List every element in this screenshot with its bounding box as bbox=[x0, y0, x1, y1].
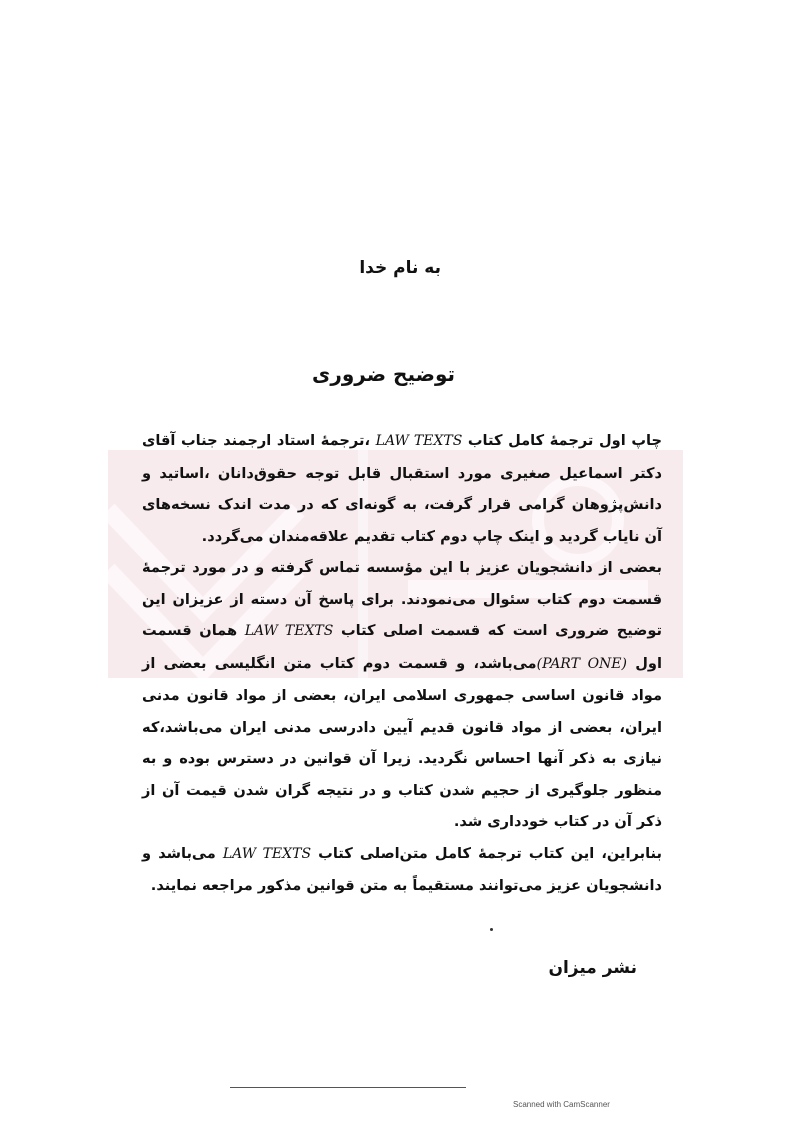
paragraph-2-part-3: می‌باشد، و قسمت دوم کتاب متن انگلیسی بعضی از مواد قانون اساسی جمهوری اسلامی ایران، بعضی از مواد قانون مدنی ایران، بعضی از مواد قانون قدیم آیین دادرسی مدنی ایران می‌باشد،که نیازی به ذکر آنها احساس نگردید. زیرا آن قوانین در دسترس بوده و به منظور جلوگیری از حجیم شدن کتاب و در نتیجه گران شدن قیمت آن از ذکر آن در کتاب خودداری شد. bbox=[142, 654, 662, 830]
footer-divider bbox=[230, 1087, 466, 1088]
paragraph-3-part-1: بنابراین، این کتاب ترجمهٔ کامل متن‌اصلی کتاب bbox=[311, 844, 662, 862]
body-text bbox=[142, 425, 662, 902]
paragraph-3-part-2: می‌باشد و دانشجویان عزیز می‌توانند مستقیماً به متن قوانین مذکور مراجعه نمایند. bbox=[142, 844, 662, 894]
scanner-note: Scanned with CamScanner bbox=[513, 1100, 610, 1109]
paragraph-1-part-1: چاپ اول ترجمهٔ کامل کتاب bbox=[462, 432, 662, 449]
publisher-name: نشر میزان bbox=[548, 958, 637, 978]
law-texts-term: LAW TEXTS bbox=[375, 433, 463, 449]
paragraph-1-part-2: ،ترجمهٔ استاد ارجمند جناب آقای دکتر اسماعیل صغیری مورد استقبال قابل توجه حقوق‌دانان ،اساتید و دانش‌پژوهان گرامی قرار گرفت، به گونه‌ای که در مدت اندک نسخه‌های آن نایاب گردید و اینک چاپ دوم کتاب تقدیم علاقه‌مندان می‌گردد. bbox=[142, 432, 662, 545]
paragraph-2-part-1: بعضی از دانشجویان عزیز با این مؤسسه تماس گرفته و در مورد ترجمهٔ قسمت دوم کتاب سئوال می‌نمودند. برای پاسخ آن دسته از عزیزان این توضیح ضروری است که قسمت اصلی کتاب bbox=[142, 559, 662, 639]
stray-dot bbox=[490, 928, 493, 931]
page-title: توضیح ضروری bbox=[312, 362, 455, 386]
law-texts-term: LAW TEXTS bbox=[244, 623, 334, 639]
basmala-heading: به نام خدا bbox=[359, 258, 441, 278]
paragraph-2 bbox=[142, 552, 662, 838]
paragraph-1 bbox=[142, 425, 662, 552]
part-one-term: (PART ONE) bbox=[536, 655, 627, 672]
paragraph-3 bbox=[142, 838, 662, 902]
paragraph-2-part-2: همان قسمت اول bbox=[142, 622, 662, 672]
law-texts-term: LAW TEXTS bbox=[222, 845, 312, 862]
